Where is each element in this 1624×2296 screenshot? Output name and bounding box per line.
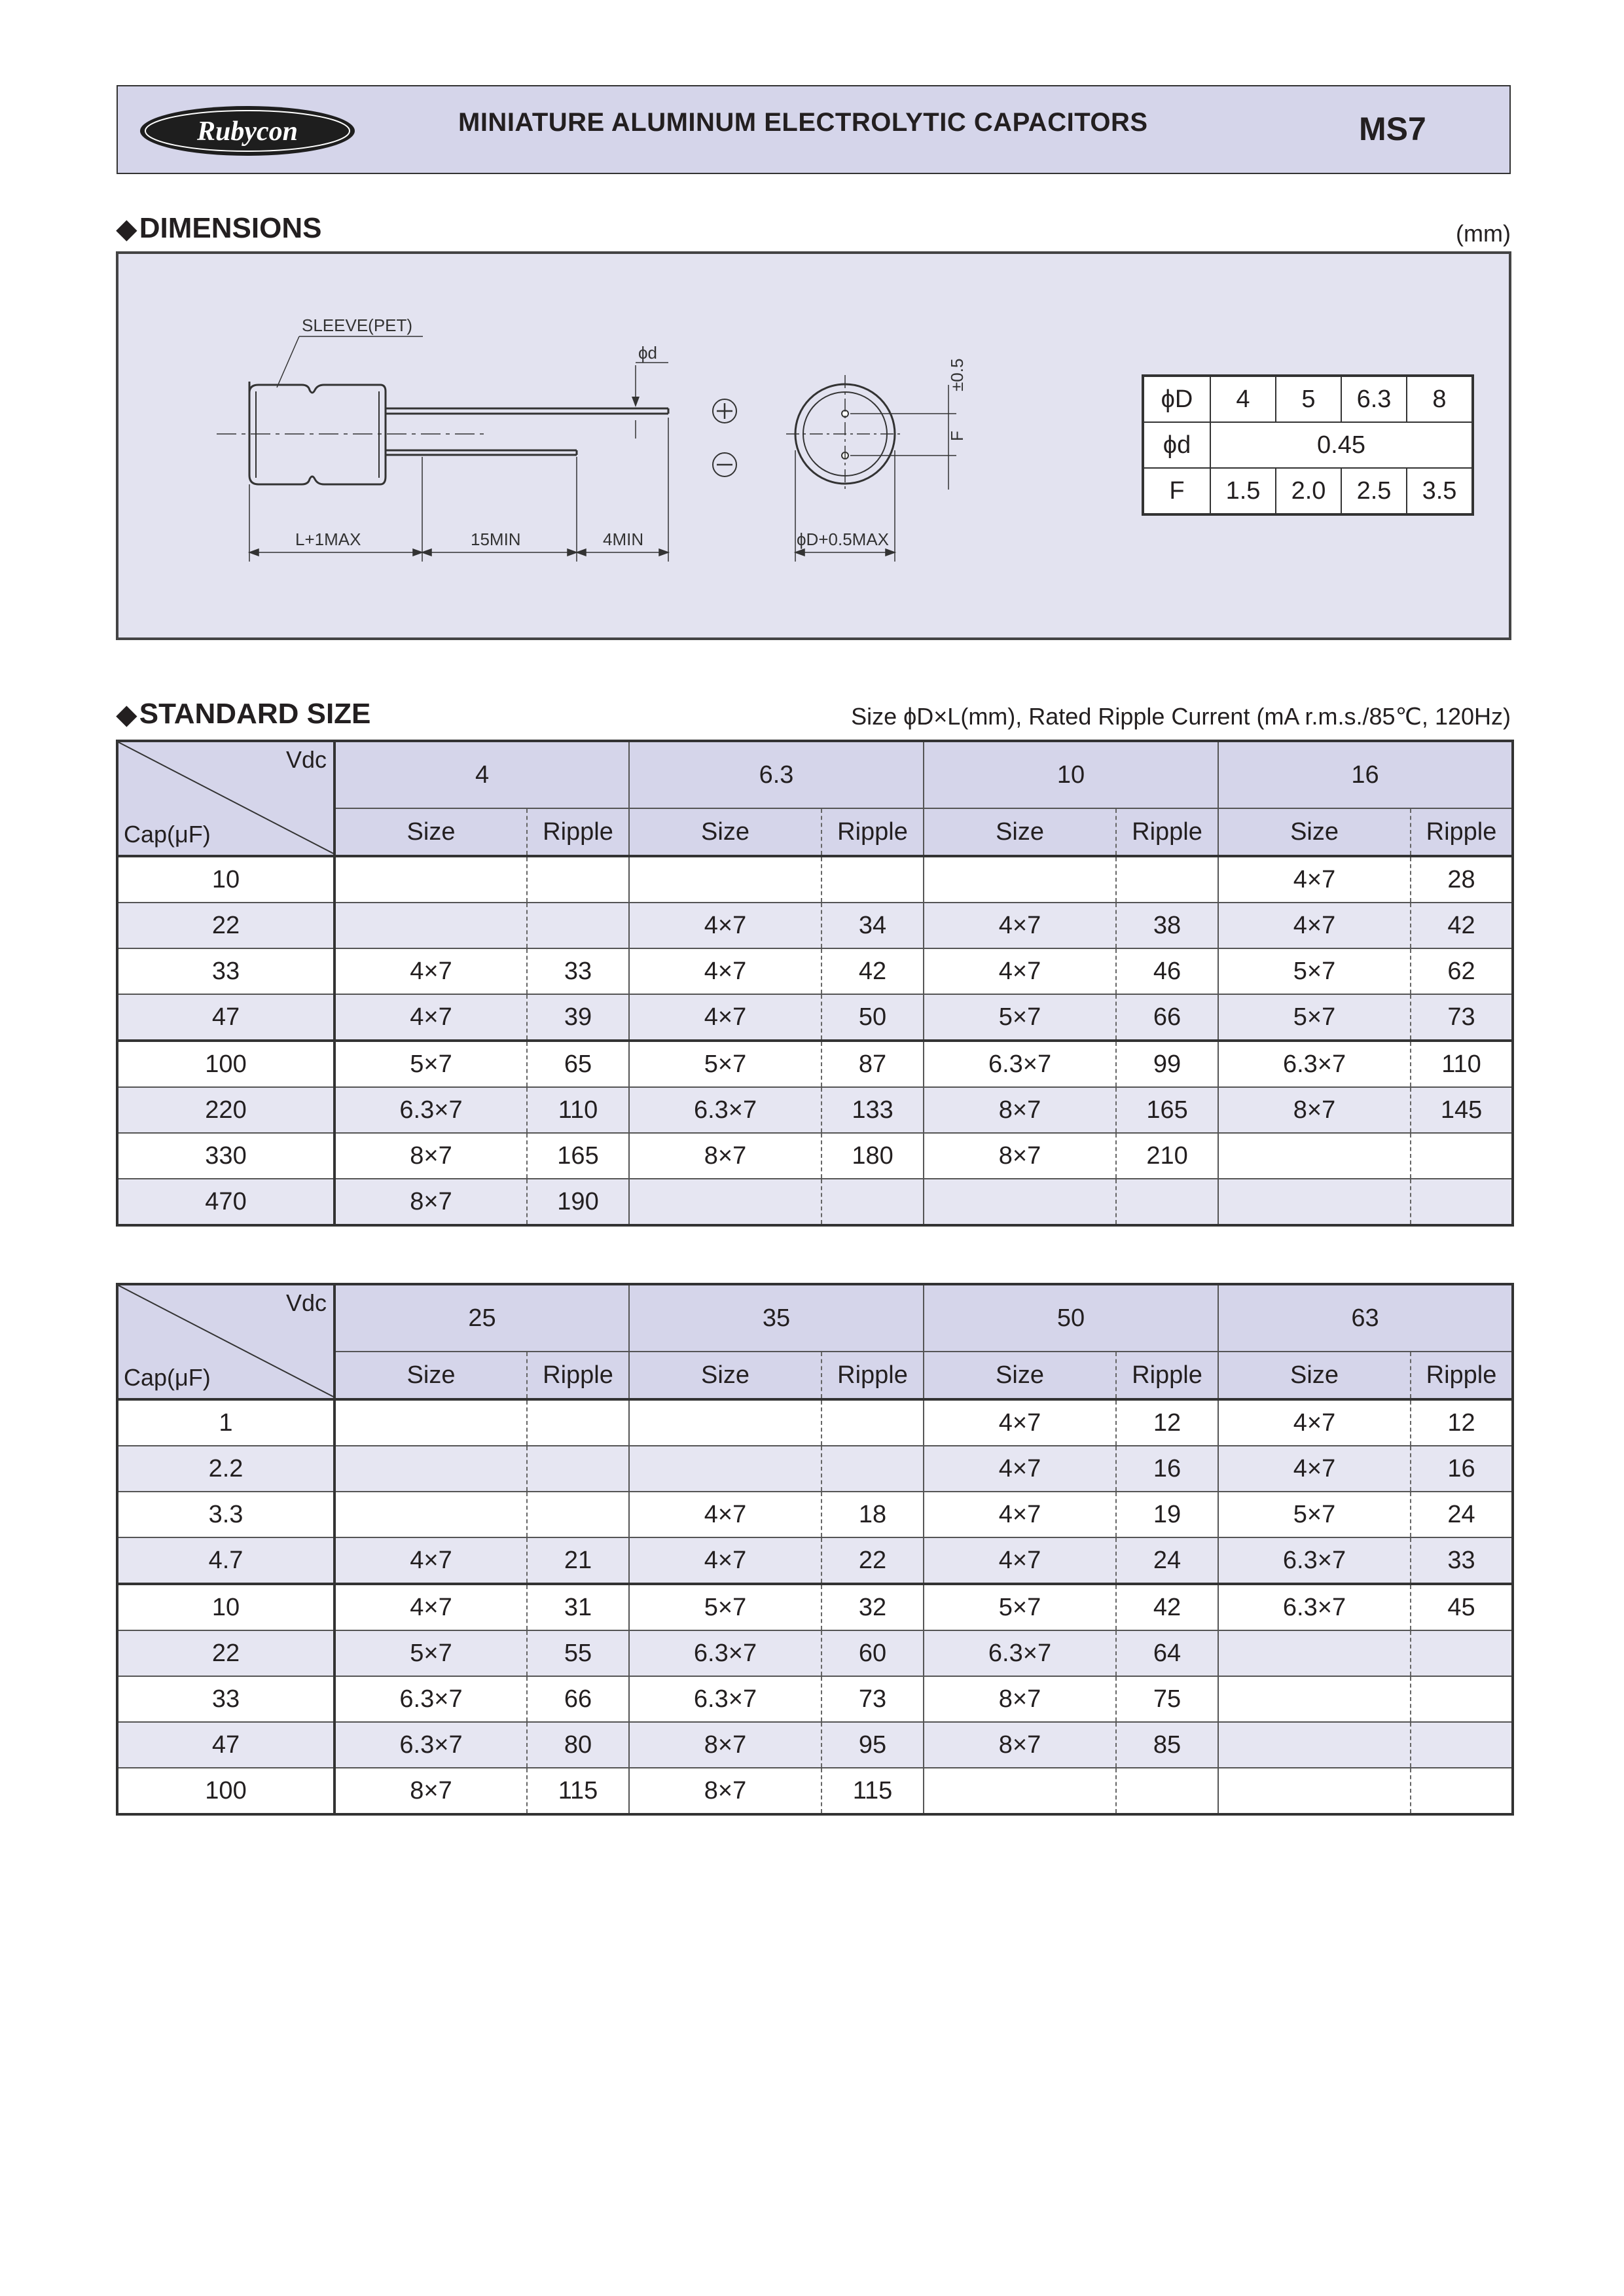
capacitance-cell: 2.2: [117, 1446, 334, 1492]
table-row: [117, 1722, 1513, 1768]
ripple-cell: 28: [1411, 856, 1513, 903]
series-code: MS7: [1359, 111, 1426, 147]
ripple-cell: 80: [527, 1722, 629, 1768]
size-cell: 6.3×7: [1218, 1041, 1411, 1087]
dim-cell: 3.5: [1407, 468, 1473, 514]
ripple-cell: [527, 856, 629, 903]
size-cell: 5×7: [334, 1041, 527, 1087]
table-row: [117, 948, 1513, 994]
ripple-cell: 66: [1116, 994, 1218, 1041]
ripple-cell: 145: [1411, 1087, 1513, 1133]
dimensions-unit: (mm): [1456, 220, 1511, 247]
ripple-cell: 165: [1116, 1087, 1218, 1133]
ripple-cell: 99: [1116, 1041, 1218, 1087]
capacitor-body: [249, 382, 386, 484]
size-header: Size: [1218, 1352, 1411, 1399]
capacitance-cell: 4.7: [117, 1537, 334, 1584]
size-cell: [924, 1768, 1116, 1814]
ripple-cell: 39: [527, 994, 629, 1041]
capacitor-bottom-view: [786, 375, 956, 493]
voltage-header: 35: [629, 1284, 924, 1352]
table-row: [117, 1537, 1513, 1584]
ripple-cell: 18: [821, 1492, 924, 1537]
size-cell: 4×7: [1218, 903, 1411, 948]
size-cell: 5×7: [334, 1630, 527, 1676]
dimension-table: [1142, 374, 1474, 516]
phi-d-label: ϕd: [638, 343, 658, 363]
ripple-header: Ripple: [1116, 808, 1218, 856]
ripple-header: Ripple: [1411, 808, 1513, 856]
ripple-cell: 73: [821, 1676, 924, 1722]
capacitance-cell: 10: [117, 856, 334, 903]
lead1-label: 15MIN: [471, 529, 521, 549]
ripple-header: Ripple: [1411, 1352, 1513, 1399]
ripple-cell: 64: [1116, 1630, 1218, 1676]
ripple-cell: [1411, 1133, 1513, 1179]
ripple-cell: [1116, 1768, 1218, 1814]
capacitance-cell: 10: [117, 1584, 334, 1630]
size-cell: 6.3×7: [924, 1041, 1116, 1087]
cap-label: Cap(μF): [124, 821, 211, 848]
dim-cell: 5: [1276, 376, 1341, 422]
dimensions-heading: [117, 212, 321, 245]
size-cell: 5×7: [1218, 948, 1411, 994]
table-row: [117, 856, 1513, 903]
size-cell: 4×7: [629, 994, 821, 1041]
ripple-cell: 95: [821, 1722, 924, 1768]
size-cell: [334, 1399, 527, 1446]
ripple-cell: 33: [527, 948, 629, 994]
size-cell: [334, 856, 527, 903]
ripple-cell: 45: [1411, 1584, 1513, 1630]
vdc-label: Vdc: [285, 1289, 327, 1316]
ripple-cell: 24: [1411, 1492, 1513, 1537]
lead2-label: 4MIN: [603, 529, 644, 549]
f-label: F: [947, 431, 967, 441]
dim-cell: 0.45: [1210, 422, 1473, 468]
size-header: Size: [1218, 808, 1411, 856]
standard-size-title: STANDARD SIZE: [139, 698, 371, 730]
ripple-cell: [821, 1446, 924, 1492]
size-cell: 6.3×7: [1218, 1537, 1411, 1584]
ripple-cell: 133: [821, 1087, 924, 1133]
size-cell: [1218, 1676, 1411, 1722]
rubycon-logo: [137, 103, 357, 158]
size-header: Size: [334, 808, 527, 856]
dim-row-D: [1143, 376, 1473, 422]
size-cell: 8×7: [334, 1768, 527, 1814]
table-row: [117, 1041, 1513, 1087]
ripple-cell: [821, 1399, 924, 1446]
voltage-header-row: [117, 741, 1513, 808]
voltage-header: 10: [924, 741, 1218, 808]
table-row: [117, 1630, 1513, 1676]
size-cell: 8×7: [924, 1133, 1116, 1179]
size-cell: 4×7: [924, 1492, 1116, 1537]
size-cell: 4×7: [1218, 1399, 1411, 1446]
size-cell: 6.3×7: [334, 1087, 527, 1133]
dimensions-title: DIMENSIONS: [139, 212, 322, 244]
size-cell: [1218, 1630, 1411, 1676]
capacitance-cell: 33: [117, 1676, 334, 1722]
size-cell: 5×7: [924, 994, 1116, 1041]
size-cell: 4×7: [629, 948, 821, 994]
size-cell: 5×7: [924, 1584, 1116, 1630]
capacitance-cell: 470: [117, 1179, 334, 1225]
ripple-cell: [527, 903, 629, 948]
size-cell: 8×7: [1218, 1087, 1411, 1133]
capacitance-cell: 22: [117, 1630, 334, 1676]
ripple-cell: 12: [1116, 1399, 1218, 1446]
size-cell: 4×7: [334, 948, 527, 994]
ripple-cell: 66: [527, 1676, 629, 1722]
ripple-cell: [527, 1492, 629, 1537]
ripple-cell: 33: [1411, 1537, 1513, 1584]
size-cell: 4×7: [1218, 1446, 1411, 1492]
voltage-header: 16: [1218, 741, 1513, 808]
ripple-cell: [527, 1399, 629, 1446]
ripple-cell: [1116, 856, 1218, 903]
size-cell: [924, 1179, 1116, 1225]
size-cell: [1218, 1179, 1411, 1225]
capacitance-cell: 220: [117, 1087, 334, 1133]
ripple-cell: 190: [527, 1179, 629, 1225]
size-cell: 8×7: [924, 1722, 1116, 1768]
vdc-label: Vdc: [285, 746, 327, 773]
ripple-cell: 46: [1116, 948, 1218, 994]
ripple-cell: [1411, 1768, 1513, 1814]
ripple-cell: 62: [1411, 948, 1513, 994]
ripple-cell: 180: [821, 1133, 924, 1179]
ripple-cell: [1116, 1179, 1218, 1225]
capacitance-cell: 47: [117, 1722, 334, 1768]
ripple-header: Ripple: [1116, 1352, 1218, 1399]
ripple-cell: 38: [1116, 903, 1218, 948]
leads: [386, 408, 668, 455]
voltage-header: 50: [924, 1284, 1218, 1352]
table-row: [117, 1399, 1513, 1446]
capacitance-cell: 1: [117, 1399, 334, 1446]
size-cell: 5×7: [1218, 994, 1411, 1041]
size-cell: 8×7: [629, 1722, 821, 1768]
dim-row-header: ϕd: [1143, 422, 1210, 468]
ripple-cell: 115: [527, 1768, 629, 1814]
size-cell: 4×7: [924, 903, 1116, 948]
table-corner: [117, 741, 334, 856]
ripple-cell: 31: [527, 1584, 629, 1630]
size-cell: 8×7: [924, 1087, 1116, 1133]
ripple-cell: 115: [821, 1768, 924, 1814]
size-cell: 4×7: [924, 948, 1116, 994]
size-cell: 4×7: [924, 1399, 1116, 1446]
size-cell: 4×7: [334, 1584, 527, 1630]
ripple-cell: 110: [527, 1087, 629, 1133]
ripple-cell: 34: [821, 903, 924, 948]
ripple-cell: 85: [1116, 1722, 1218, 1768]
table-row: [117, 1133, 1513, 1179]
size-cell: [629, 1399, 821, 1446]
dim-cell: 4: [1210, 376, 1276, 422]
ripple-header: Ripple: [821, 808, 924, 856]
voltage-header: 6.3: [629, 741, 924, 808]
capacitance-cell: 47: [117, 994, 334, 1041]
size-cell: [629, 1179, 821, 1225]
size-cell: 8×7: [334, 1133, 527, 1179]
standard-size-table-2: [116, 1283, 1514, 1816]
size-cell: 8×7: [924, 1676, 1116, 1722]
ripple-cell: 165: [527, 1133, 629, 1179]
ripple-cell: [1411, 1630, 1513, 1676]
diameter-label: ϕD+0.5MAX: [797, 529, 890, 549]
size-header: Size: [924, 808, 1116, 856]
ripple-cell: [1411, 1179, 1513, 1225]
table-corner: [117, 1284, 334, 1399]
table-row: [117, 1768, 1513, 1814]
size-cell: 6.3×7: [1218, 1584, 1411, 1630]
ripple-cell: [821, 1179, 924, 1225]
size-cell: [1218, 1133, 1411, 1179]
table-row: [117, 1179, 1513, 1225]
dim-cell: 8: [1407, 376, 1473, 422]
size-cell: 5×7: [629, 1041, 821, 1087]
size-cell: [629, 1446, 821, 1492]
dim-cell: 1.5: [1210, 468, 1276, 514]
size-cell: 4×7: [1218, 856, 1411, 903]
size-cell: 8×7: [629, 1133, 821, 1179]
size-cell: 4×7: [924, 1446, 1116, 1492]
standard-size-heading: [117, 698, 370, 730]
dim-cell: 6.3: [1341, 376, 1407, 422]
sleeve-label: SLEEVE(PET): [302, 315, 413, 335]
ripple-cell: 73: [1411, 994, 1513, 1041]
voltage-header: 25: [334, 1284, 629, 1352]
logo-text: Rubycon: [196, 117, 298, 147]
voltage-header: 4: [334, 741, 629, 808]
table-row: [117, 1676, 1513, 1722]
ripple-cell: 87: [821, 1041, 924, 1087]
ripple-cell: 110: [1411, 1041, 1513, 1087]
size-header: Size: [629, 808, 821, 856]
ripple-cell: 210: [1116, 1133, 1218, 1179]
capacitance-cell: 3.3: [117, 1492, 334, 1537]
document-title: MINIATURE ALUMINUM ELECTROLYTIC CAPACITORS: [458, 108, 1148, 137]
ripple-header: Ripple: [821, 1352, 924, 1399]
ripple-cell: 24: [1116, 1537, 1218, 1584]
ripple-cell: [1411, 1676, 1513, 1722]
size-cell: 5×7: [629, 1584, 821, 1630]
ripple-cell: 16: [1411, 1446, 1513, 1492]
size-cell: [334, 1446, 527, 1492]
table-row: [117, 1492, 1513, 1537]
capacitance-cell: 100: [117, 1041, 334, 1087]
size-cell: 4×7: [924, 1537, 1116, 1584]
dim-row-F: [1143, 468, 1473, 514]
size-cell: 6.3×7: [334, 1722, 527, 1768]
size-header: Size: [334, 1352, 527, 1399]
voltage-header-row: [117, 1284, 1513, 1352]
ripple-cell: 32: [821, 1584, 924, 1630]
size-cell: [334, 903, 527, 948]
ripple-cell: 50: [821, 994, 924, 1041]
size-cell: 8×7: [334, 1179, 527, 1225]
size-cell: 6.3×7: [629, 1630, 821, 1676]
size-cell: 6.3×7: [629, 1676, 821, 1722]
ripple-cell: [821, 856, 924, 903]
size-cell: [334, 1492, 527, 1537]
cap-label: Cap(μF): [124, 1364, 211, 1391]
dim-cell: 2.0: [1276, 468, 1341, 514]
ripple-cell: 21: [527, 1537, 629, 1584]
diamond-icon: ◆: [117, 700, 137, 729]
tolerance-label: ±0.5: [947, 358, 967, 391]
ripple-header: Ripple: [527, 808, 629, 856]
ripple-cell: 65: [527, 1041, 629, 1087]
size-cell: 6.3×7: [334, 1676, 527, 1722]
ripple-cell: 16: [1116, 1446, 1218, 1492]
table-row: [117, 994, 1513, 1041]
size-cell: 4×7: [629, 903, 821, 948]
length-label: L+1MAX: [295, 529, 361, 549]
ripple-cell: 42: [821, 948, 924, 994]
ripple-cell: 60: [821, 1630, 924, 1676]
ripple-cell: [527, 1446, 629, 1492]
size-cell: 8×7: [629, 1768, 821, 1814]
size-cell: 6.3×7: [629, 1087, 821, 1133]
capacitance-cell: 22: [117, 903, 334, 948]
ripple-cell: 42: [1411, 903, 1513, 948]
dim-row-header: F: [1143, 468, 1210, 514]
ripple-cell: 75: [1116, 1676, 1218, 1722]
size-cell: [1218, 1768, 1411, 1814]
minus-icon: [713, 453, 736, 476]
voltage-header: 63: [1218, 1284, 1513, 1352]
table-row: [117, 903, 1513, 948]
table-row: [117, 1584, 1513, 1630]
ripple-cell: 22: [821, 1537, 924, 1584]
ripple-cell: 12: [1411, 1399, 1513, 1446]
ripple-cell: 55: [527, 1630, 629, 1676]
ripple-cell: 42: [1116, 1584, 1218, 1630]
standard-size-note: Size ϕD×L(mm), Rated Ripple Current (mA r.m.s./85℃, 120Hz): [851, 703, 1511, 730]
size-cell: 5×7: [1218, 1492, 1411, 1537]
ripple-header: Ripple: [527, 1352, 629, 1399]
table-row: [117, 1087, 1513, 1133]
size-cell: [629, 856, 821, 903]
plus-icon: [713, 399, 736, 423]
dim-row-header: ϕD: [1143, 376, 1210, 422]
size-cell: 4×7: [629, 1537, 821, 1584]
size-cell: 4×7: [334, 1537, 527, 1584]
capacitance-cell: 33: [117, 948, 334, 994]
dim-row-d: [1143, 422, 1473, 468]
capacitance-cell: 330: [117, 1133, 334, 1179]
table-row: [117, 1446, 1513, 1492]
size-header: Size: [924, 1352, 1116, 1399]
ripple-cell: 19: [1116, 1492, 1218, 1537]
capacitance-cell: 100: [117, 1768, 334, 1814]
size-cell: [924, 856, 1116, 903]
ripple-cell: [1411, 1722, 1513, 1768]
size-cell: 4×7: [629, 1492, 821, 1537]
size-cell: [1218, 1722, 1411, 1768]
size-header: Size: [629, 1352, 821, 1399]
standard-size-table-1: [116, 740, 1514, 1227]
size-cell: 4×7: [334, 994, 527, 1041]
diamond-icon: ◆: [117, 215, 137, 243]
dim-cell: 2.5: [1341, 468, 1407, 514]
size-cell: 6.3×7: [924, 1630, 1116, 1676]
capacitor-dimension-drawing: [118, 254, 1100, 637]
